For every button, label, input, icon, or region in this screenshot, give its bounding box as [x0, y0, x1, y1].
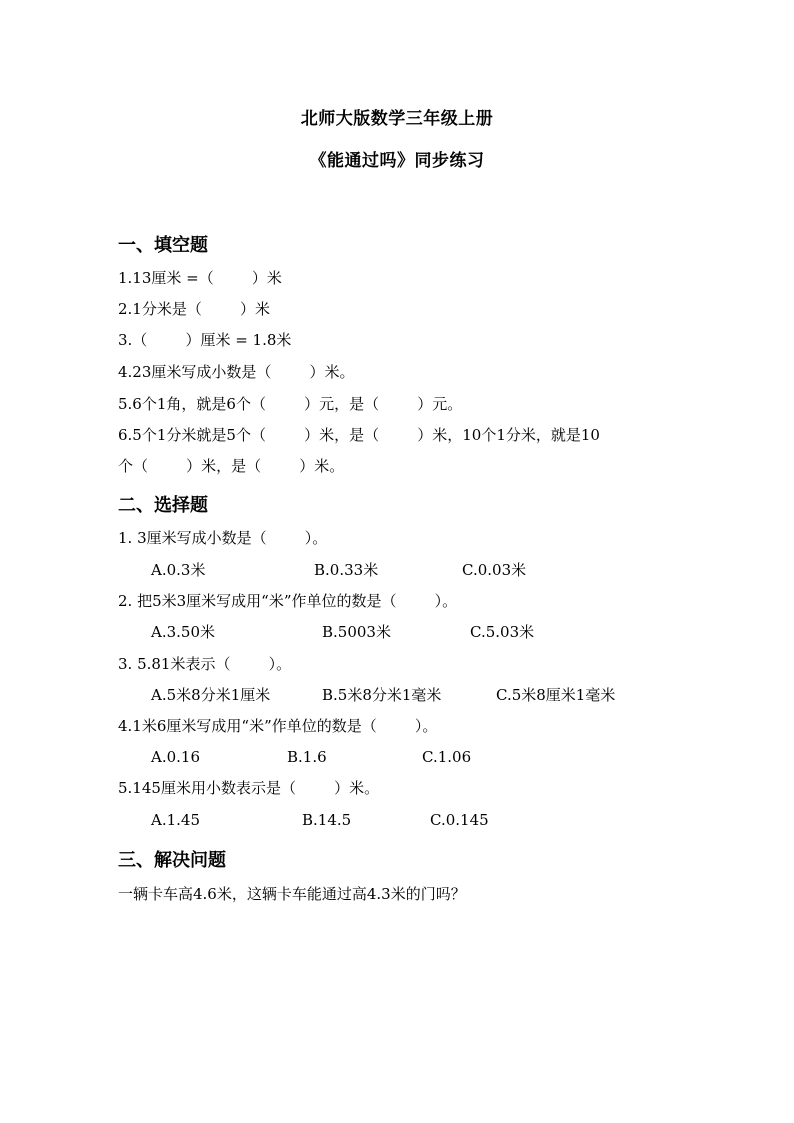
fill-question-2: 2.1分米是（ ）米 [118, 300, 271, 318]
fill-question-5: 5.6个1角，就是6个（ ）元，是（ ）元。 [118, 395, 463, 413]
choice-question-4-option-c: C.1.06 [422, 748, 472, 766]
choice-question-2-option-b: B.5003米 [322, 623, 391, 641]
fill-question-6-line-1: 6.5个1分米就是5个（ ）米，是（ ）米，10个1分米，就是10 [118, 426, 600, 444]
choice-question-1-option-a: A.0.3米 [151, 561, 206, 579]
choice-question-3: 3. 5.81米表示（ ）。 [118, 655, 292, 673]
fill-question-4: 4.23厘米写成小数是（ ）米。 [118, 363, 355, 381]
choice-question-2: 2. 把5米3厘米写成用“米”作单位的数是（ ）。 [118, 592, 458, 610]
choice-question-1-option-b: B.0.33米 [314, 561, 379, 579]
choice-question-3-option-b: B.5米8分米1毫米 [322, 686, 442, 704]
choice-question-1-option-c: C.0.03米 [462, 561, 527, 579]
choice-question-5: 5.145厘米用小数表示是（ ）米。 [118, 779, 380, 797]
choice-question-4-option-b: B.1.6 [287, 748, 327, 766]
fill-question-3: 3.（ ）厘米 = 1.8米 [118, 331, 292, 349]
fill-question-6-line-2: 个（ ）米，是（ ）米。 [118, 457, 345, 475]
choice-question-5-option-c: C.0.145 [430, 811, 489, 829]
choice-question-5-option-b: B.14.5 [302, 811, 352, 829]
choice-question-4: 4.1米6厘米写成用“米”作单位的数是（ ）。 [118, 717, 438, 735]
choice-question-3-option-c: C.5米8厘米1毫米 [496, 686, 616, 704]
problem-question-1: 一辆卡车高4.6米，这辆卡车能通过高4.3米的门吗？ [118, 885, 466, 903]
choice-question-2-option-c: C.5.03米 [470, 623, 535, 641]
choice-question-3-option-a: A.5米8分米1厘米 [151, 686, 271, 704]
section-heading-multiple-choice: 二、选择题 [118, 495, 208, 516]
section-heading-problem-solving: 三、解决问题 [118, 850, 226, 871]
page-title: 北师大版数学三年级上册 [300, 109, 494, 129]
page-subtitle: 《能通过吗》同步练习 [309, 151, 485, 171]
choice-question-1: 1. 3厘米写成小数是（ ）。 [118, 529, 328, 547]
choice-question-2-option-a: A.3.50米 [151, 623, 215, 641]
choice-question-4-option-a: A.0.16 [151, 748, 200, 766]
choice-question-5-option-a: A.1.45 [151, 811, 200, 829]
section-heading-fill-in: 一、填空题 [118, 235, 208, 256]
fill-question-1: 1.13厘米 =（ ）米 [118, 269, 282, 287]
